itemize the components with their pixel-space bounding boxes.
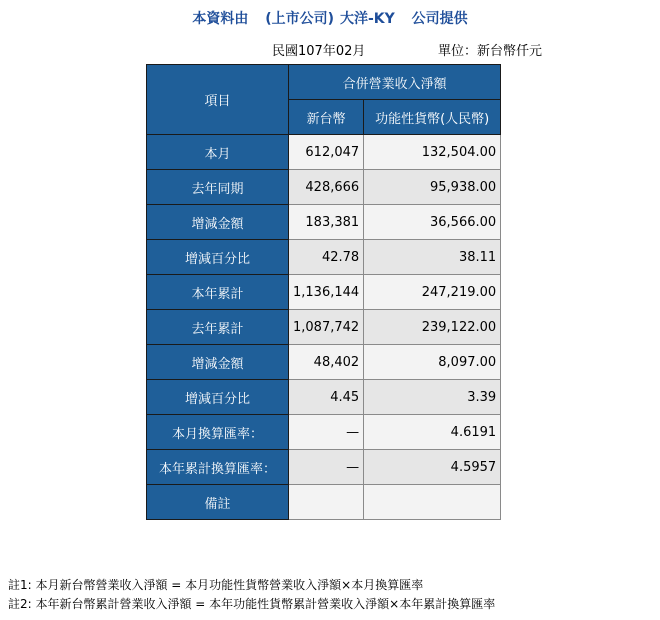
table-row bbox=[147, 380, 501, 415]
title-source: 本資料由 bbox=[192, 11, 249, 27]
cell-rmb bbox=[364, 485, 501, 520]
cell-twd: — bbox=[289, 415, 364, 450]
row-label: 增減百分比 bbox=[147, 240, 289, 275]
revenue-table bbox=[146, 64, 501, 520]
table-row bbox=[147, 240, 501, 275]
table-row bbox=[147, 310, 501, 345]
table-row bbox=[147, 485, 501, 520]
cell-rmb: 4.5957 bbox=[364, 450, 501, 485]
table-row bbox=[147, 450, 501, 485]
cell-twd bbox=[289, 485, 364, 520]
cell-rmb: 3.39 bbox=[364, 380, 501, 415]
cell-twd: 612,047 bbox=[289, 135, 364, 170]
footnote: 註1: 本月新台幣營業收入淨額 = 本月功能性貨幣營業收入淨額×本月換算匯率 bbox=[8, 578, 424, 592]
row-label: 去年累計 bbox=[147, 310, 289, 345]
table-row bbox=[147, 170, 501, 205]
cell-rmb: 132,504.00 bbox=[364, 135, 501, 170]
cell-rmb: 36,566.00 bbox=[364, 205, 501, 240]
cell-twd: 1,136,144 bbox=[289, 275, 364, 310]
table-row bbox=[147, 135, 501, 170]
footnotes bbox=[8, 576, 495, 614]
column-header-item: 項目 bbox=[147, 65, 289, 135]
table-row bbox=[147, 205, 501, 240]
cell-rmb: 8,097.00 bbox=[364, 345, 501, 380]
column-header-rmb: 功能性貨幣(人民幣) bbox=[364, 100, 501, 135]
cell-rmb: 38.11 bbox=[364, 240, 501, 275]
cell-twd: 4.45 bbox=[289, 380, 364, 415]
cell-twd: 183,381 bbox=[289, 205, 364, 240]
title-provider: 公司提供 bbox=[411, 11, 468, 27]
report-unit: 單位：新台幣仟元 bbox=[438, 44, 543, 59]
cell-rmb: 239,122.00 bbox=[364, 310, 501, 345]
title-company-name: 大洋-KY bbox=[340, 11, 395, 27]
title-company-type: (上市公司) bbox=[265, 11, 334, 27]
cell-rmb: 247,219.00 bbox=[364, 275, 501, 310]
row-label: 本月 bbox=[147, 135, 289, 170]
cell-twd: 1,087,742 bbox=[289, 310, 364, 345]
page-title bbox=[0, 8, 660, 28]
table-row bbox=[147, 415, 501, 450]
row-label: 本年累計換算匯率： bbox=[147, 450, 289, 485]
column-header-twd: 新台幣 bbox=[289, 100, 364, 135]
table-row bbox=[147, 275, 501, 310]
row-label: 備註 bbox=[147, 485, 289, 520]
row-label: 增減金額 bbox=[147, 345, 289, 380]
cell-twd: — bbox=[289, 450, 364, 485]
table-row bbox=[147, 345, 501, 380]
row-label: 本年累計 bbox=[147, 275, 289, 310]
row-label: 本月換算匯率： bbox=[147, 415, 289, 450]
footnote: 註2: 本年新台幣累計營業收入淨額 = 本年功能性貨幣累計營業收入淨額×本年累計換算匯率 bbox=[8, 597, 496, 611]
cell-twd: 48,402 bbox=[289, 345, 364, 380]
cell-twd: 42.78 bbox=[289, 240, 364, 275]
report-period: 民國107年02月 bbox=[272, 44, 366, 59]
row-label: 增減金額 bbox=[147, 205, 289, 240]
cell-twd: 428,666 bbox=[289, 170, 364, 205]
row-label: 去年同期 bbox=[147, 170, 289, 205]
column-group-header: 合併營業收入淨額 bbox=[289, 65, 501, 100]
cell-rmb: 4.6191 bbox=[364, 415, 501, 450]
cell-rmb: 95,938.00 bbox=[364, 170, 501, 205]
row-label: 增減百分比 bbox=[147, 380, 289, 415]
